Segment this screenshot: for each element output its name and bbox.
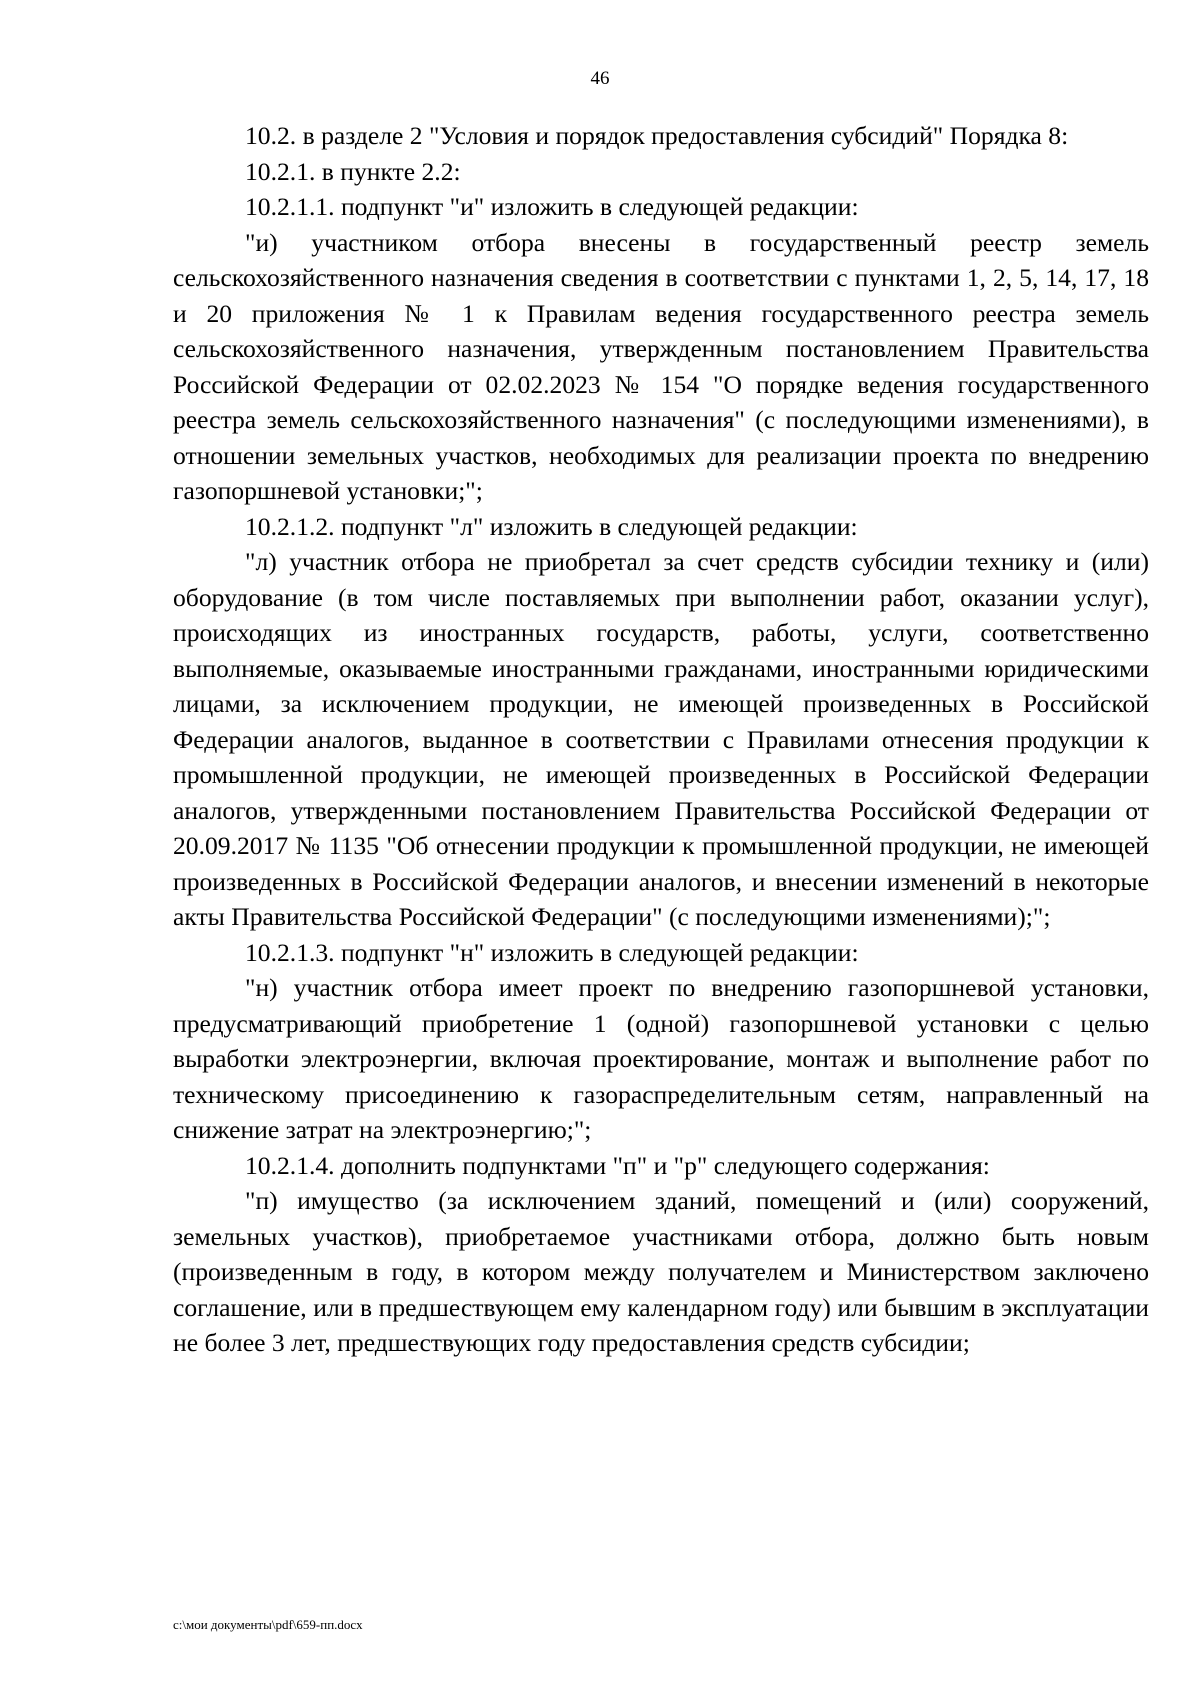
paragraph-10-2-1: 10.2.1. в пункте 2.2: (245, 156, 461, 186)
paragraph-subitem-p: "п) имущество (за исключением зданий, помещений и (или) сооружений, земельных участков), приобретаемое участниками отбора, должно быть новым (произведенным в году, в котором между получателем и Министерством заключено соглашение, или в предшествующем ему календарном году) или бывшим в эксплуатации не более 3 лет, предшествующих году предоставления средств субсидии; (173, 1186, 1149, 1357)
footer-file-path: c:\мои документы\pdf\659-пп.docx (173, 1617, 363, 1632)
paragraph-10-2: 10.2. в разделе 2 "Условия и порядок предоставления субсидий" Порядка 8: (245, 121, 1069, 150)
document-body (173, 118, 1149, 1361)
paragraph-subitem-i: "и) участником отбора внесены в государственный реестр земель сельскохозяйственного назначения сведения в соответствии с пунктами 1, 2, 5, 14, 17, 18 и 20 приложения № 1 к Правилам ведения государственного реестра земель сельскохозяйственного назначения, утвержденным постановлением Правительства Российской Федерации от 02.02.2023 № 154 "О порядке ведения государственного реестра земель сельскохозяйственного назначения" (с последующими изменениями), в отношении земельных участков, необходимых для реализации проекта по внедрению газопоршневой установки;"; (173, 227, 1149, 505)
page-number: 46 (590, 68, 610, 89)
paragraph-subitem-l: "л) участник отбора не приобретал за счет средств субсидии технику и (или) оборудование (в том числе поставляемых при выполнении работ, оказании услуг), происходящих из иностранных государств, работы, услуги, соответственно выполняемые, оказываемые иностранными гражданами, иностранными юридическими лицами, за исключением продукции, не имеющей произведенных в Российской Федерации аналогов, выданное в соответствии с Правилами отнесения продукции к промышленной продукции, не имеющей произведенных в Российской Федерации аналогов, утвержденными постановлением Правительства Российской Федерации от 20.09.2017 № 1135 "Об отнесении продукции к промышленной продукции, не имеющей произведенных в Российской Федерации аналогов, и внесении изменений в некоторые акты Правительства Российской Федерации" (с последующими изменениями);"; (173, 547, 1149, 931)
paragraph-10-2-1-3: 10.2.1.3. подпункт "н" изложить в следующей редакции: (245, 937, 859, 967)
paragraph-10-2-1-4: 10.2.1.4. дополнить подпунктами "п" и "р" следующего содержания: (245, 1150, 990, 1180)
paragraph-subitem-n: "н) участник отбора имеет проект по внедрению газопоршневой установки, предусматривающий приобретение 1 (одной) газопоршневой установки с целью выработки электроэнергии, включая проектирование, монтаж и выполнение работ по техническому присоединению к газораспределительным сетям, направленный на снижение затрат на электроэнергию;"; (173, 973, 1149, 1144)
paragraph-10-2-1-1: 10.2.1.1. подпункт "и" изложить в следующей редакции: (245, 192, 859, 221)
paragraph-10-2-1-2: 10.2.1.2. подпункт "л" изложить в следующей редакции: (245, 511, 858, 541)
